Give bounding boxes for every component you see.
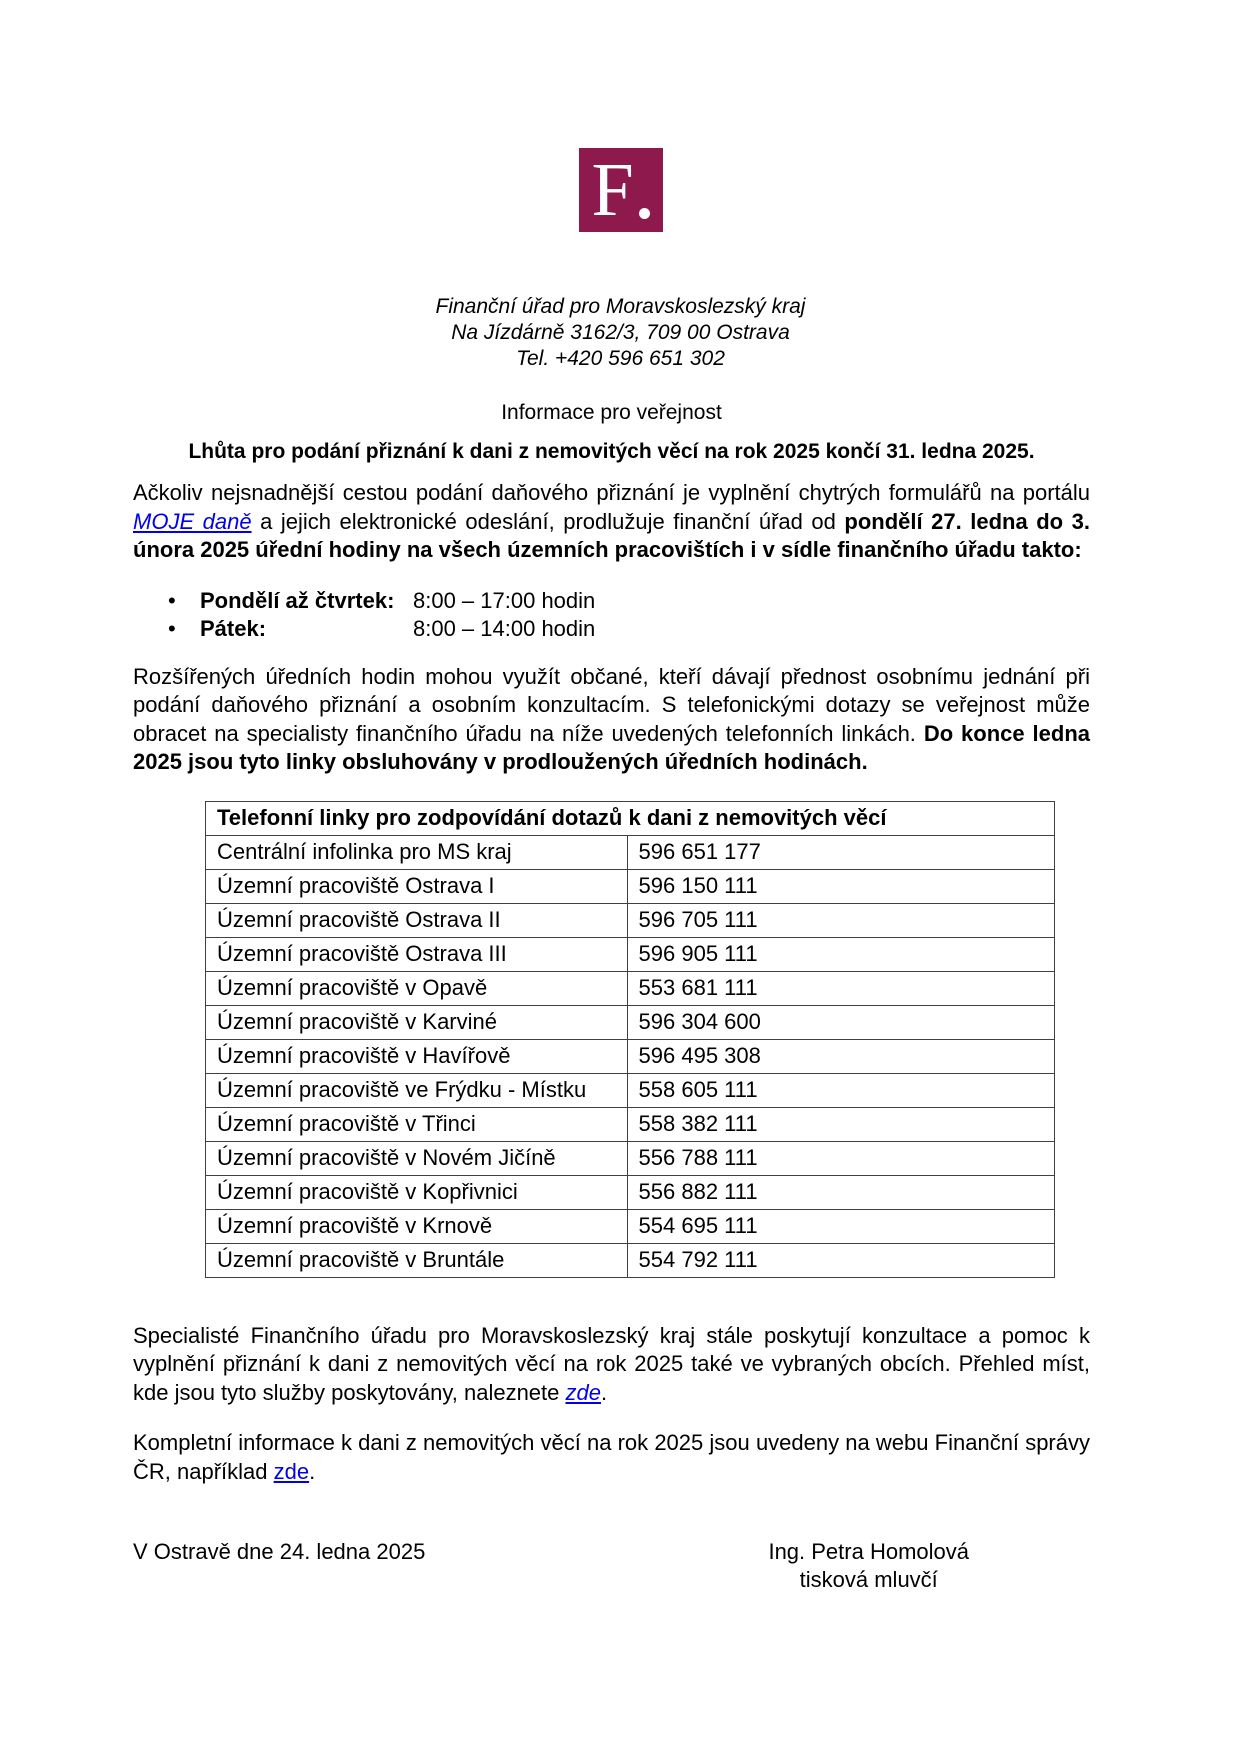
phone-cell: 556 788 111 <box>627 1141 1054 1175</box>
page-title: Informace pro veřejnost <box>501 401 722 424</box>
office-cell: Centrální infolinka pro MS kraj <box>206 835 628 869</box>
zde-link-web[interactable]: zde <box>273 1458 310 1484</box>
zde-link-locations[interactable]: zde <box>565 1379 601 1405</box>
hours-time-friday: 8:00 – 14:00 hodin <box>413 615 596 641</box>
phone-cell: 596 304 600 <box>627 1005 1054 1039</box>
moje-dane-link[interactable]: MOJE daně <box>133 508 252 534</box>
phone-lines-table <box>205 801 1055 1278</box>
logo-row <box>0 0 1241 232</box>
complete-info-text: Kompletní informace k dani z nemovitých věcí na rok 2025 jsou uvedeny na webu Finanční správy ČR, například <box>133 1430 1090 1484</box>
specialists-paragraph <box>133 1322 1090 1408</box>
office-hours-list <box>133 587 1090 643</box>
office-cell: Územní pracoviště v Bruntále <box>206 1243 628 1277</box>
extended-lines-bold-text: Do konce ledna 2025 jsou tyto linky obsluhovány v prodloužených úředních hodinách. <box>133 720 1090 774</box>
phone-cell: 554 792 111 <box>627 1243 1054 1277</box>
extended-hours-bold-text: pondělí 27. ledna do 3. února 2025 úřední hodiny na všech územních pracovištích i v sídle finančního úřadu takto: <box>133 508 1090 562</box>
phone-cell: 596 495 308 <box>627 1039 1054 1073</box>
financni-sprava-logo <box>579 148 663 232</box>
signature-name: Ing. Petra Homolová <box>768 1539 969 1564</box>
specialists-text: Specialisté Finančního úřadu pro Moravskoslezský kraj stále poskytují konzultace a pomoc k vyplnění přiznání k dani z nemovitých věcí na rok 2025 také ve vybraných obcích. Přehled míst, kde jsou tyto služby poskytovány, naleznete <box>133 1322 1090 1405</box>
office-cell: Územní pracoviště ve Frýdku - Místku <box>206 1073 628 1107</box>
org-phone: Tel. +420 596 651 302 <box>516 347 725 370</box>
phone-cell: 596 651 177 <box>627 835 1054 869</box>
hours-label-weekdays: Pondělí až čtvrtek: <box>200 587 395 613</box>
intro-text-1: Ačkoliv nejsnadnější cestou podání daňového přiznání je vyplnění chytrých formulářů na portálu <box>133 480 1090 505</box>
phone-cell: 596 705 111 <box>627 903 1054 937</box>
office-cell: Územní pracoviště v Novém Jičíně <box>206 1141 628 1175</box>
office-cell: Územní pracoviště Ostrava III <box>206 937 628 971</box>
org-address: Na Jízdárně 3162/3, 709 00 Ostrava <box>451 321 790 344</box>
org-name: Finanční úřad pro Moravskoslezský kraj <box>435 295 806 318</box>
table-row <box>206 1209 1055 1243</box>
table-row <box>206 1175 1055 1209</box>
office-hours-item-friday <box>133 615 1090 643</box>
office-cell: Územní pracoviště v Havířově <box>206 1039 628 1073</box>
consultation-paragraph <box>133 663 1090 777</box>
office-cell: Územní pracoviště v Kopřivnici <box>206 1175 628 1209</box>
office-cell: Územní pracoviště v Karviné <box>206 1005 628 1039</box>
logo-letter-f: F <box>591 148 634 232</box>
office-cell: Územní pracoviště Ostrava II <box>206 903 628 937</box>
hours-label-friday: Pátek: <box>200 615 267 641</box>
deadline-headline: Lhůta pro podání přiznání k dani z nemovitých věcí na rok 2025 končí 31. ledna 2025. <box>188 440 1035 463</box>
bullet-icon: • <box>168 587 176 613</box>
office-hours-item-weekdays <box>133 587 1090 615</box>
table-row <box>206 937 1055 971</box>
complete-info-paragraph <box>133 1429 1090 1486</box>
table-row <box>206 869 1055 903</box>
phone-table-header-row <box>206 801 1055 835</box>
office-cell: Územní pracoviště v Krnově <box>206 1209 628 1243</box>
phone-cell: 553 681 111 <box>627 971 1054 1005</box>
hours-time-weekdays: 8:00 – 17:00 hodin <box>413 587 596 613</box>
date-place: V Ostravě dne 24. ledna 2025 <box>133 1539 426 1564</box>
document-body <box>0 401 1241 1594</box>
bullet-icon: • <box>168 615 176 641</box>
phone-cell: 596 150 111 <box>627 869 1054 903</box>
complete-info-text-end: . <box>309 1458 316 1484</box>
office-cell: Územní pracoviště v Třinci <box>206 1107 628 1141</box>
table-row <box>206 1005 1055 1039</box>
table-row <box>206 1141 1055 1175</box>
consultation-text: Rozšířených úředních hodin mohou využít občané, kteří dávají přednost osobnímu jednání při podání daňového přiznání a osobním konzultacím. S telefonickými dotazy se veřejnost může obracet na specialisty finančního úřadu na níže uvedených telefonních linkách. <box>133 663 1090 746</box>
phone-table-header: Telefonní linky pro zodpovídání dotazů k dani z nemovitých věcí <box>206 801 1055 835</box>
table-row <box>206 1107 1055 1141</box>
office-cell: Územní pracoviště Ostrava I <box>206 869 628 903</box>
office-cell: Územní pracoviště v Opavě <box>206 971 628 1005</box>
table-row <box>206 1243 1055 1277</box>
phone-cell: 558 382 111 <box>627 1107 1054 1141</box>
phone-cell: 554 695 111 <box>627 1209 1054 1243</box>
table-row <box>206 971 1055 1005</box>
logo-dot-icon <box>639 208 650 219</box>
table-row <box>206 1073 1055 1107</box>
table-row <box>206 835 1055 869</box>
signature-block <box>768 1538 969 1594</box>
intro-text-2: a jejich elektronické odeslání, prodlužuje finanční úřad od <box>251 508 845 534</box>
table-row <box>206 1039 1055 1073</box>
letterhead <box>0 294 1241 372</box>
specialists-text-end: . <box>601 1379 608 1405</box>
footer <box>133 1538 1090 1594</box>
table-row <box>206 903 1055 937</box>
phone-cell: 596 905 111 <box>627 937 1054 971</box>
phone-cell: 556 882 111 <box>627 1175 1054 1209</box>
signature-role: tisková mluvčí <box>799 1567 938 1592</box>
intro-paragraph <box>133 479 1090 565</box>
phone-cell: 558 605 111 <box>627 1073 1054 1107</box>
